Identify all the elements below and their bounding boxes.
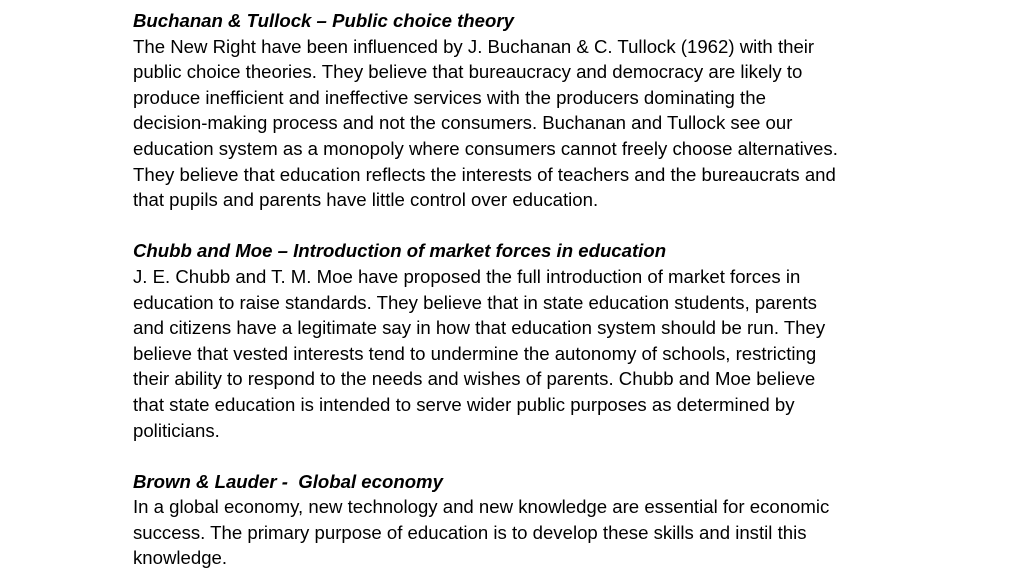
section-chubb-moe <box>133 238 893 443</box>
section-heading: Buchanan & Tullock – Public choice theory <box>133 10 514 31</box>
section-paragraph: The New Right have been influenced by J. Buchanan & C. Tullock (1962) with their public choice theories. They believe that bureaucracy and democracy are likely to produce inefficient and ineffective services with the producers dominating the decision-making process and not the consumers. Buchanan and Tullock see our education system as a monopoly where consumers cannot freely choose alternatives. They believe that education reflects the interests of teachers and the bureaucrats and that pupils and parents have little control over education. <box>133 35 838 211</box>
section-heading: Brown & Lauder - Global economy <box>133 470 443 492</box>
section-paragraph: In a global economy, new technology and new knowledge are essential for economic success. The primary purpose of education is to develop these skills and instil this knowledge. <box>133 496 830 569</box>
section-brown-lauder <box>133 469 893 571</box>
section-buchanan-tullock <box>133 8 893 213</box>
slide-text-body <box>133 8 893 571</box>
section-paragraph: J. E. Chubb and T. M. Moe have proposed the full introduction of market forces in education to raise standards. They believe that in state education students, parents and citizens have a legitimate say in how that education system should be run. They believe that vested interests tend to undermine the autonomy of schools, restricting their ability to respond to the needs and wishes of parents. Chubb and Moe believe that state education is intended to serve wider public purposes as determined by politicians. <box>133 265 826 441</box>
section-heading: Chubb and Moe – Introduction of market forces in education <box>133 240 667 262</box>
